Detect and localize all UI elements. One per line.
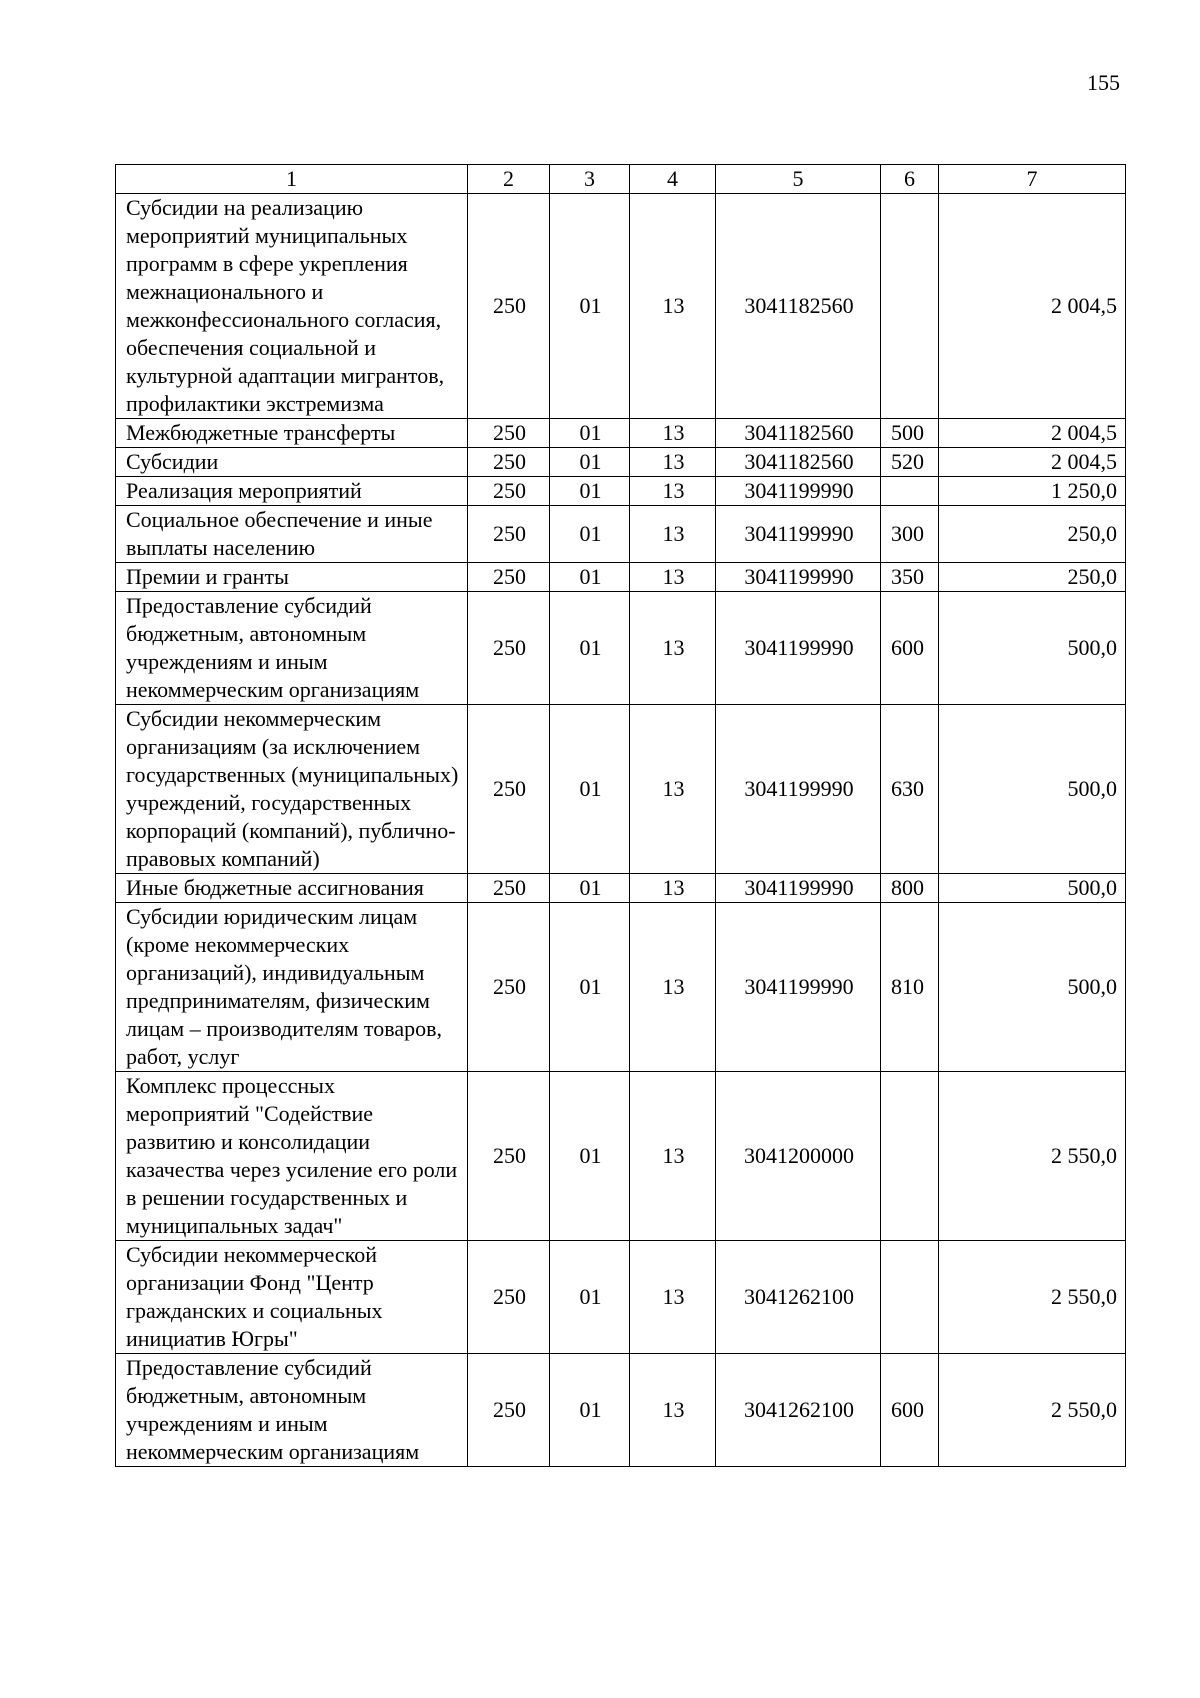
table-row bbox=[116, 419, 1126, 448]
expense-type-code: 630 bbox=[881, 705, 939, 874]
header-cell: 2 bbox=[468, 165, 550, 194]
amount: 250,0 bbox=[939, 506, 1126, 563]
section-code: 01 bbox=[550, 506, 630, 563]
expense-type-code bbox=[881, 194, 939, 419]
section-code: 01 bbox=[550, 563, 630, 592]
amount: 250,0 bbox=[939, 563, 1126, 592]
admin-code: 250 bbox=[468, 1241, 550, 1354]
amount: 500,0 bbox=[939, 903, 1126, 1072]
table-row bbox=[116, 1354, 1126, 1467]
section-code: 01 bbox=[550, 1241, 630, 1354]
admin-code: 250 bbox=[468, 903, 550, 1072]
expense-type-code: 500 bbox=[881, 419, 939, 448]
section-code: 01 bbox=[550, 705, 630, 874]
table-row bbox=[116, 1072, 1126, 1241]
section-code: 01 bbox=[550, 874, 630, 903]
expense-type-code: 300 bbox=[881, 506, 939, 563]
header-cell: 1 bbox=[116, 165, 468, 194]
section-code: 01 bbox=[550, 448, 630, 477]
subsection-code: 13 bbox=[630, 705, 716, 874]
subsection-code: 13 bbox=[630, 563, 716, 592]
table-row bbox=[116, 705, 1126, 874]
amount: 1 250,0 bbox=[939, 477, 1126, 506]
table-row bbox=[116, 506, 1126, 563]
section-code: 01 bbox=[550, 194, 630, 419]
target-article-code: 3041182560 bbox=[716, 419, 881, 448]
item-name: Субсидии bbox=[116, 448, 468, 477]
item-name: Предоставление субсидий бюджетным, автономным учреждениям и иным некоммерческим организациям bbox=[116, 592, 468, 705]
subsection-code: 13 bbox=[630, 448, 716, 477]
page-number: 155 bbox=[1087, 70, 1120, 95]
target-article-code: 3041182560 bbox=[716, 448, 881, 477]
amount: 2 550,0 bbox=[939, 1072, 1126, 1241]
section-code: 01 bbox=[550, 1072, 630, 1241]
item-name: Социальное обеспечение и иные выплаты населению bbox=[116, 506, 468, 563]
target-article-code: 3041200000 bbox=[716, 1072, 881, 1241]
expense-type-code: 600 bbox=[881, 592, 939, 705]
target-article-code: 3041199990 bbox=[716, 592, 881, 705]
subsection-code: 13 bbox=[630, 592, 716, 705]
admin-code: 250 bbox=[468, 1354, 550, 1467]
subsection-code: 13 bbox=[630, 903, 716, 1072]
table-row bbox=[116, 477, 1126, 506]
item-name: Премии и гранты bbox=[116, 563, 468, 592]
target-article-code: 3041199990 bbox=[716, 477, 881, 506]
header-cell: 7 bbox=[939, 165, 1126, 194]
table-row bbox=[116, 592, 1126, 705]
subsection-code: 13 bbox=[630, 194, 716, 419]
amount: 500,0 bbox=[939, 592, 1126, 705]
target-article-code: 3041262100 bbox=[716, 1354, 881, 1467]
item-name: Комплекс процессных мероприятий "Содействие развитию и консолидации казачества через усиление его роли в решении государственных и муниципальных задач" bbox=[116, 1072, 468, 1241]
amount: 2 550,0 bbox=[939, 1354, 1126, 1467]
target-article-code: 3041199990 bbox=[716, 705, 881, 874]
item-name: Субсидии некоммерческим организациям (за исключением государственных (муниципальных) учреждений, государственных корпораций (компаний), публично-правовых компаний) bbox=[116, 705, 468, 874]
budget-table bbox=[115, 164, 1126, 1467]
table-row bbox=[116, 874, 1126, 903]
table-row bbox=[116, 448, 1126, 477]
section-code: 01 bbox=[550, 592, 630, 705]
target-article-code: 3041182560 bbox=[716, 194, 881, 419]
amount: 2 550,0 bbox=[939, 1241, 1126, 1354]
admin-code: 250 bbox=[468, 592, 550, 705]
item-name: Субсидии некоммерческой организации Фонд "Центр гражданских и социальных инициатив Югры" bbox=[116, 1241, 468, 1354]
table-row bbox=[116, 903, 1126, 1072]
header-cell: 6 bbox=[881, 165, 939, 194]
subsection-code: 13 bbox=[630, 874, 716, 903]
amount: 500,0 bbox=[939, 874, 1126, 903]
header-cell: 4 bbox=[630, 165, 716, 194]
subsection-code: 13 bbox=[630, 1354, 716, 1467]
item-name: Реализация мероприятий bbox=[116, 477, 468, 506]
expense-type-code: 800 bbox=[881, 874, 939, 903]
target-article-code: 3041199990 bbox=[716, 903, 881, 1072]
item-name: Предоставление субсидий бюджетным, автономным учреждениям и иным некоммерческим организациям bbox=[116, 1354, 468, 1467]
amount: 2 004,5 bbox=[939, 194, 1126, 419]
header-cell: 5 bbox=[716, 165, 881, 194]
admin-code: 250 bbox=[468, 874, 550, 903]
expense-type-code bbox=[881, 1072, 939, 1241]
expense-type-code: 350 bbox=[881, 563, 939, 592]
table-row bbox=[116, 1241, 1126, 1354]
target-article-code: 3041199990 bbox=[716, 506, 881, 563]
admin-code: 250 bbox=[468, 705, 550, 874]
table-row bbox=[116, 194, 1126, 419]
amount: 2 004,5 bbox=[939, 419, 1126, 448]
admin-code: 250 bbox=[468, 477, 550, 506]
section-code: 01 bbox=[550, 903, 630, 1072]
admin-code: 250 bbox=[468, 448, 550, 477]
section-code: 01 bbox=[550, 419, 630, 448]
section-code: 01 bbox=[550, 477, 630, 506]
section-code: 01 bbox=[550, 1354, 630, 1467]
expense-type-code bbox=[881, 1241, 939, 1354]
admin-code: 250 bbox=[468, 1072, 550, 1241]
subsection-code: 13 bbox=[630, 477, 716, 506]
subsection-code: 13 bbox=[630, 506, 716, 563]
item-name: Субсидии на реализацию мероприятий муниципальных программ в сфере укрепления межнационального и межконфессионального согласия, обеспечения социальной и культурной адаптации мигрантов, профилактики экстремизма bbox=[116, 194, 468, 419]
item-name: Иные бюджетные ассигнования bbox=[116, 874, 468, 903]
admin-code: 250 bbox=[468, 563, 550, 592]
subsection-code: 13 bbox=[630, 419, 716, 448]
target-article-code: 3041199990 bbox=[716, 874, 881, 903]
admin-code: 250 bbox=[468, 194, 550, 419]
table-row bbox=[116, 563, 1126, 592]
header-cell: 3 bbox=[550, 165, 630, 194]
subsection-code: 13 bbox=[630, 1241, 716, 1354]
admin-code: 250 bbox=[468, 506, 550, 563]
amount: 2 004,5 bbox=[939, 448, 1126, 477]
amount: 500,0 bbox=[939, 705, 1126, 874]
target-article-code: 3041199990 bbox=[716, 563, 881, 592]
item-name: Субсидии юридическим лицам (кроме некоммерческих организаций), индивидуальным предпринимателям, физическим лицам – производителям товаров, работ, услуг bbox=[116, 903, 468, 1072]
expense-type-code: 600 bbox=[881, 1354, 939, 1467]
expense-type-code: 810 bbox=[881, 903, 939, 1072]
expense-type-code bbox=[881, 477, 939, 506]
expense-type-code: 520 bbox=[881, 448, 939, 477]
item-name: Межбюджетные трансферты bbox=[116, 419, 468, 448]
target-article-code: 3041262100 bbox=[716, 1241, 881, 1354]
header-row bbox=[116, 165, 1126, 194]
admin-code: 250 bbox=[468, 419, 550, 448]
subsection-code: 13 bbox=[630, 1072, 716, 1241]
